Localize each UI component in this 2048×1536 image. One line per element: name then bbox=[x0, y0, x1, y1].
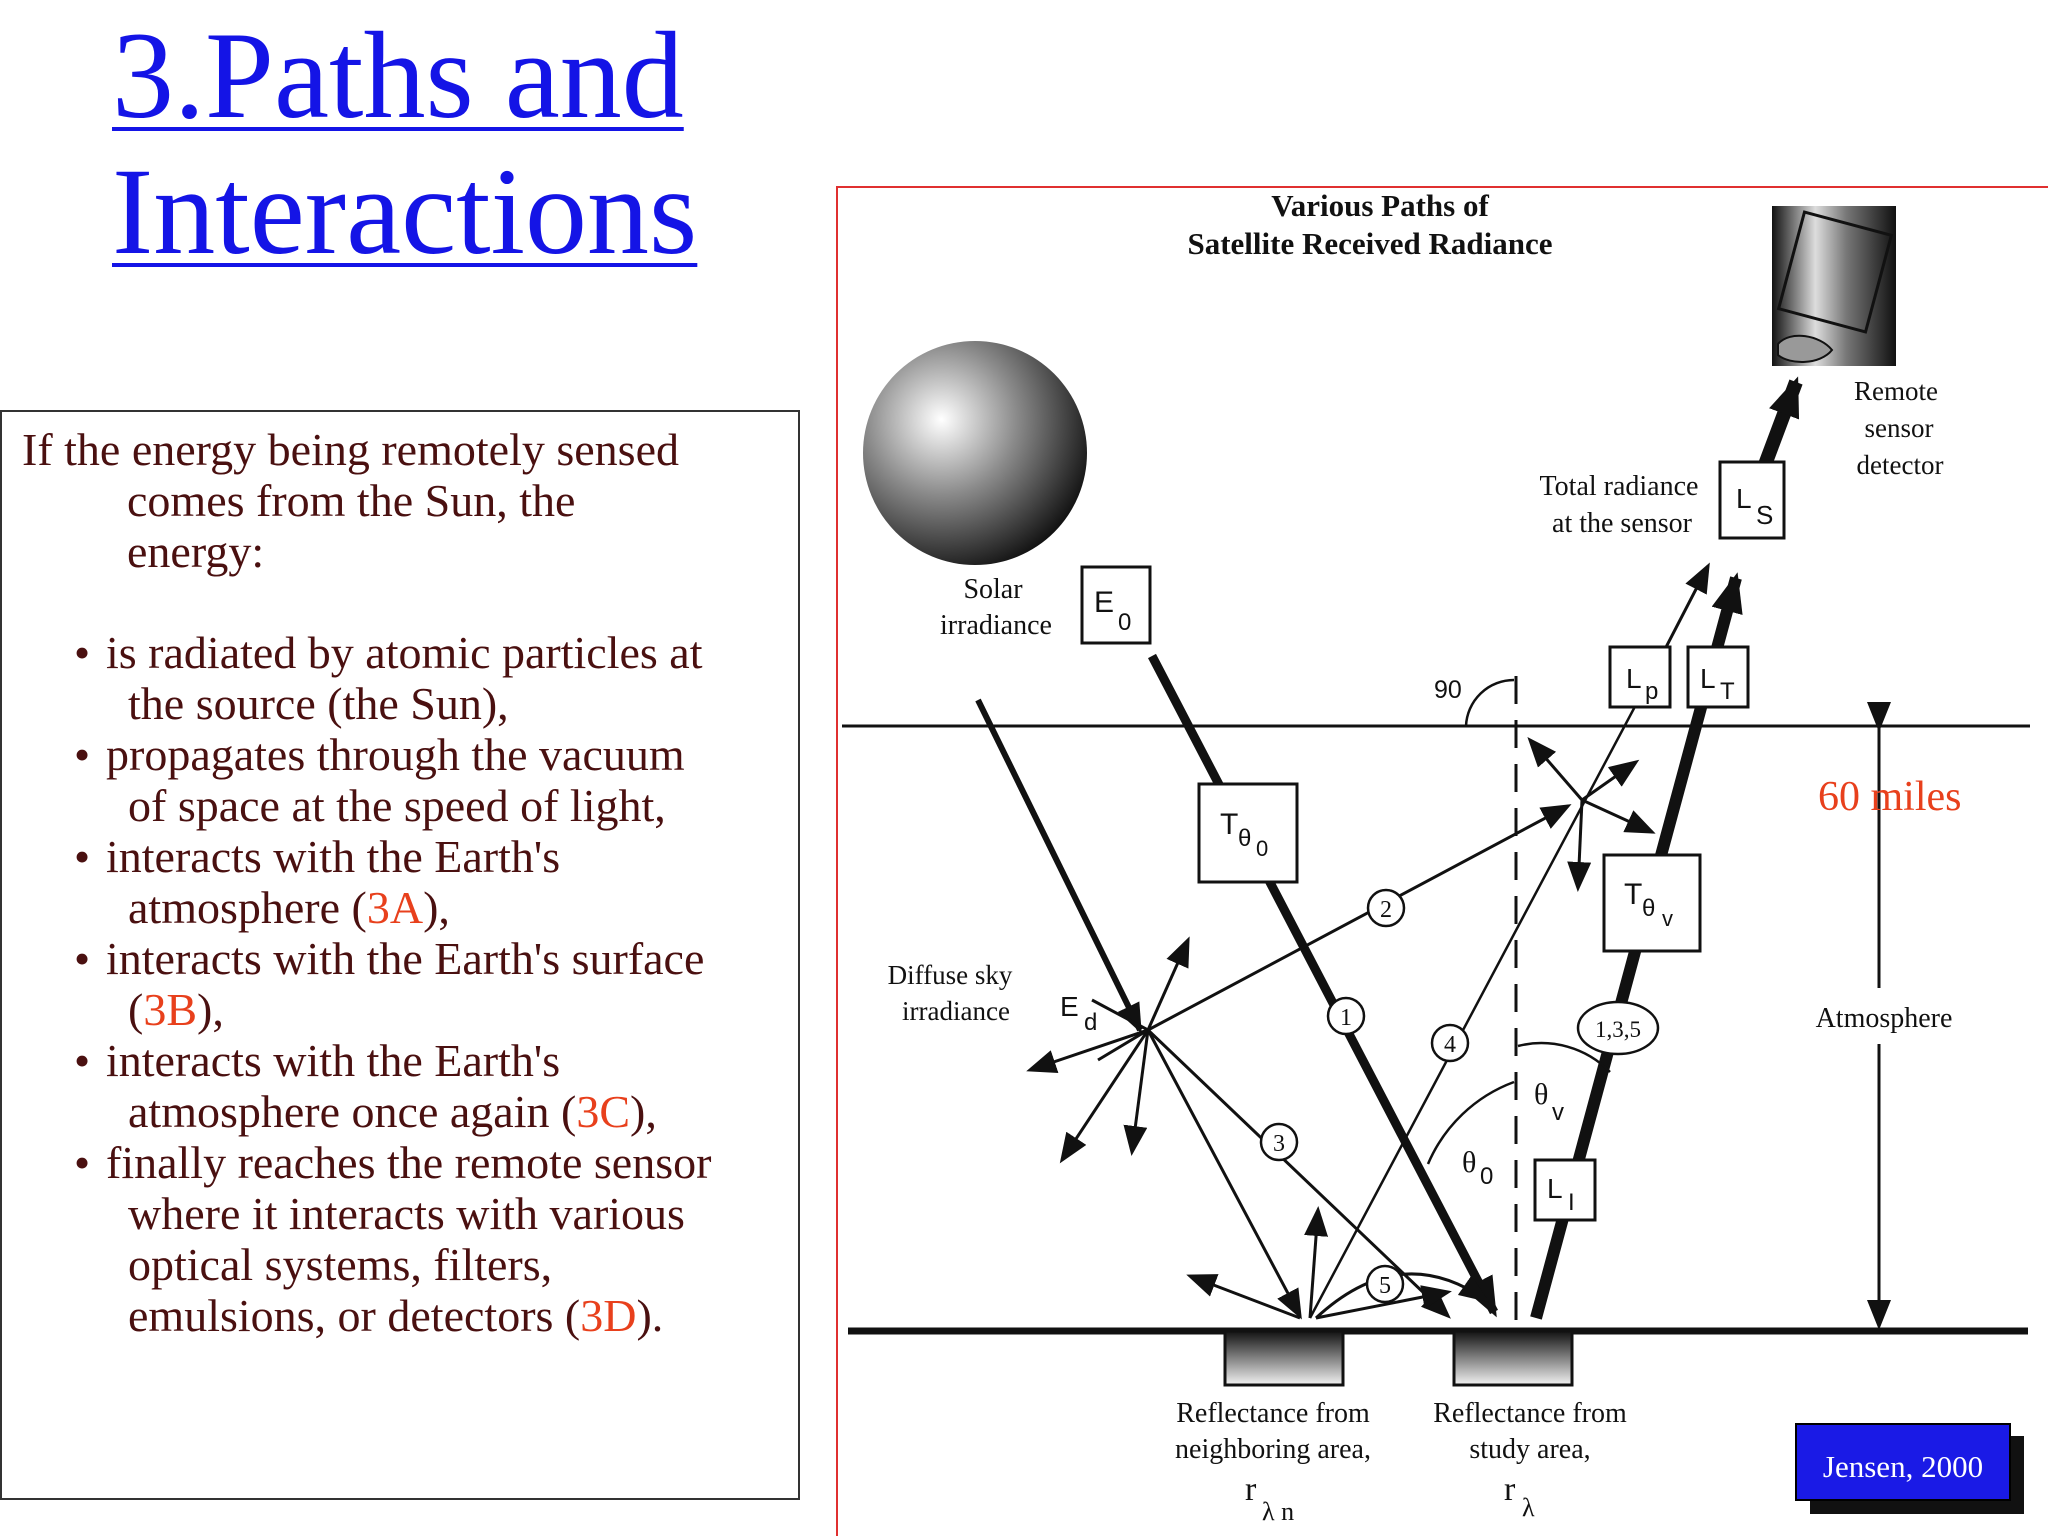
svg-text:L: L bbox=[1547, 1173, 1563, 1204]
circle-marker-5 bbox=[1367, 1266, 1403, 1302]
label-theta-0 bbox=[1462, 1146, 1493, 1190]
bullet-line: is radiated by atomic particles at bbox=[106, 627, 703, 678]
study-reflectance-label-1: Reflectance from bbox=[1433, 1398, 1627, 1429]
svg-text:E: E bbox=[1094, 586, 1115, 619]
reference-link-3c[interactable]: 3C bbox=[576, 1086, 630, 1137]
bullet-line: interacts with the Earth's bbox=[106, 1035, 561, 1086]
box-t-thetav bbox=[1604, 855, 1700, 951]
study-area-patch bbox=[1454, 1331, 1572, 1385]
right-angle-arc bbox=[1466, 680, 1514, 726]
svg-text:0: 0 bbox=[1256, 836, 1269, 861]
svg-text:r: r bbox=[1504, 1471, 1516, 1508]
box-ls bbox=[1720, 462, 1784, 538]
diagram-title-line2: Satellite Received Radiance bbox=[1187, 226, 1553, 261]
box-lt bbox=[1688, 647, 1748, 707]
bullet-line: of space at the speed of light, bbox=[128, 780, 666, 831]
credit-text: Jensen, 2000 bbox=[1822, 1449, 1984, 1484]
bullet-line-end: ), bbox=[197, 984, 224, 1035]
reference-link-3a[interactable]: 3A bbox=[366, 882, 424, 933]
solar-irradiance-label-1: Solar bbox=[963, 574, 1023, 605]
diffuse-to-neighbor-arrow bbox=[1148, 1030, 1300, 1316]
sixty-miles-label: 60 miles bbox=[1818, 774, 1962, 820]
label-ed bbox=[1060, 991, 1097, 1036]
svg-text:θ: θ bbox=[1462, 1146, 1477, 1179]
sun-sphere bbox=[863, 341, 1087, 565]
circle-marker-1 bbox=[1328, 998, 1364, 1034]
intro-line1: If the energy being remotely sensed bbox=[22, 424, 679, 475]
svg-text:1,3,5: 1,3,5 bbox=[1595, 1017, 1641, 1042]
atmosphere-label: Atmosphere bbox=[1815, 1003, 1953, 1034]
slide-title-line2: Interactions bbox=[112, 143, 698, 280]
intro-line3: energy: bbox=[127, 526, 265, 577]
study-reflectance-label-2: study area, bbox=[1469, 1434, 1591, 1465]
slide-title-line1: 3.Paths and bbox=[112, 7, 684, 144]
svg-text:θ: θ bbox=[1238, 825, 1252, 852]
circle-marker-2 bbox=[1368, 890, 1404, 926]
solar-irradiance-label-2: irradiance bbox=[940, 610, 1052, 641]
bullet-line: finally reaches the remote sensor bbox=[106, 1137, 712, 1188]
path-4-line bbox=[1310, 682, 1648, 1318]
svg-text:S: S bbox=[1756, 500, 1774, 530]
svg-text:I: I bbox=[1568, 1189, 1575, 1216]
remote-sensor-label-3: detector bbox=[1856, 450, 1944, 480]
svg-text:λ n: λ n bbox=[1262, 1497, 1295, 1526]
svg-text:r: r bbox=[1245, 1471, 1257, 1508]
bullet-line-end: ), bbox=[630, 1086, 657, 1137]
ellipse-marker-135 bbox=[1578, 1002, 1658, 1054]
bullet-line: interacts with the Earth's surface bbox=[106, 933, 705, 984]
total-radiance-label-2: at the sensor bbox=[1552, 508, 1692, 539]
bullet-line: atmosphere ( bbox=[128, 882, 367, 933]
svg-text:θ: θ bbox=[1642, 895, 1656, 922]
svg-text:4: 4 bbox=[1444, 1032, 1456, 1058]
svg-text:T: T bbox=[1220, 808, 1239, 841]
bullet-line-end: ), bbox=[423, 882, 450, 933]
svg-text:L: L bbox=[1736, 483, 1752, 514]
box-t-theta0 bbox=[1199, 784, 1297, 882]
bullet-line: where it interacts with various bbox=[128, 1188, 685, 1239]
angle-90-label: 90 bbox=[1434, 676, 1462, 704]
box-li bbox=[1535, 1160, 1595, 1220]
svg-text:T: T bbox=[1624, 878, 1643, 911]
bullet-line: the source (the Sun), bbox=[128, 678, 509, 729]
diffuse-label-1: Diffuse sky bbox=[887, 960, 1013, 990]
svg-text:p: p bbox=[1645, 678, 1659, 705]
label-theta-v bbox=[1534, 1078, 1564, 1126]
bullet-line: propagates through the vacuum bbox=[106, 729, 685, 780]
remote-sensor-label-1: Remote bbox=[1854, 376, 1938, 406]
circle-marker-3 bbox=[1261, 1124, 1297, 1160]
svg-text:2: 2 bbox=[1380, 897, 1392, 923]
neighboring-area-patch bbox=[1225, 1331, 1343, 1385]
svg-text:5: 5 bbox=[1379, 1273, 1391, 1299]
svg-text:T: T bbox=[1720, 678, 1735, 705]
bullet-line: interacts with the Earth's bbox=[106, 831, 561, 882]
remote-sensor-icon bbox=[1772, 206, 1896, 366]
neighbor-reflectance-label-2: neighboring area, bbox=[1175, 1434, 1371, 1465]
bullet-line: emulsions, or detectors ( bbox=[128, 1290, 581, 1341]
r-lambda-n-symbol bbox=[1245, 1471, 1294, 1526]
svg-text:v: v bbox=[1662, 906, 1673, 931]
neighbor-reflectance-label-1: Reflectance from bbox=[1176, 1398, 1370, 1429]
svg-text:1: 1 bbox=[1340, 1005, 1352, 1031]
svg-text:0: 0 bbox=[1480, 1163, 1494, 1190]
reference-link-3b[interactable]: 3B bbox=[143, 984, 198, 1035]
diagram-title-line1: Various Paths of bbox=[1271, 188, 1489, 223]
total-radiance-label-1: Total radiance bbox=[1539, 471, 1699, 502]
bullet-line-end: ). bbox=[636, 1290, 664, 1341]
svg-text:0: 0 bbox=[1118, 609, 1132, 636]
svg-text:L: L bbox=[1700, 663, 1716, 694]
reference-link-3d[interactable]: 3D bbox=[580, 1290, 637, 1341]
bullet-line: ( bbox=[128, 984, 144, 1035]
circle-marker-4 bbox=[1432, 1025, 1468, 1061]
intro-line2: comes from the Sun, the bbox=[127, 475, 576, 526]
r-lambda-symbol bbox=[1504, 1471, 1535, 1522]
svg-text:E: E bbox=[1060, 991, 1079, 1022]
remote-sensor-label-2: sensor bbox=[1864, 413, 1934, 443]
svg-text:3: 3 bbox=[1273, 1131, 1285, 1157]
bullet-line: optical systems, filters, bbox=[128, 1239, 553, 1290]
svg-text:θ: θ bbox=[1534, 1078, 1549, 1111]
box-e0 bbox=[1082, 567, 1150, 643]
box-lp bbox=[1610, 647, 1670, 707]
svg-text:d: d bbox=[1084, 1009, 1098, 1036]
svg-text:v: v bbox=[1552, 1099, 1564, 1126]
solar-path-arrow bbox=[1152, 656, 1494, 1312]
diffuse-label-2: irradiance bbox=[902, 996, 1010, 1026]
bullet-line: atmosphere once again ( bbox=[128, 1086, 577, 1137]
svg-text:L: L bbox=[1626, 663, 1642, 694]
svg-text:λ: λ bbox=[1522, 1493, 1535, 1522]
credit-badge bbox=[1796, 1424, 2024, 1514]
